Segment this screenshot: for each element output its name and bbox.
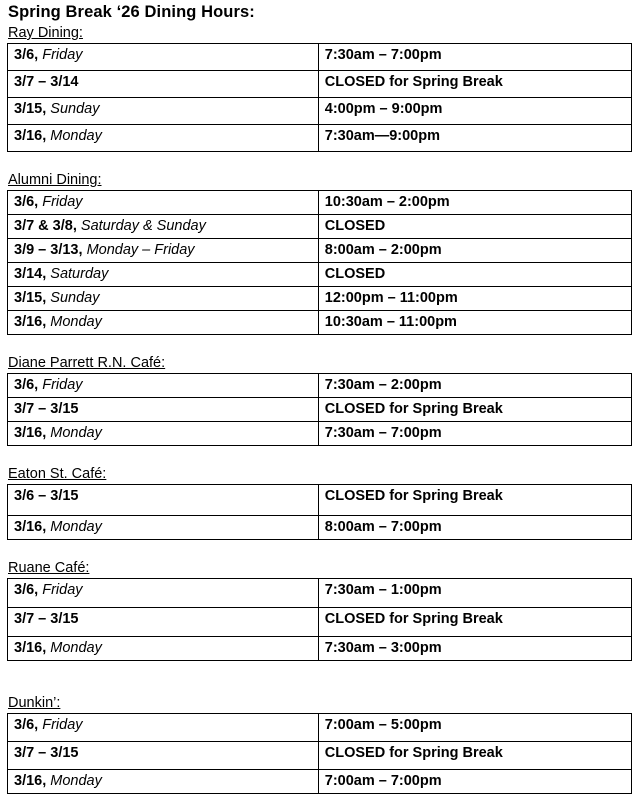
date-cell	[8, 263, 319, 287]
date-range: 3/6,	[14, 194, 39, 210]
table-row	[8, 71, 632, 98]
day-name: Monday	[50, 519, 102, 535]
section-heading: Dunkin’:	[8, 695, 61, 711]
date-cell	[8, 742, 319, 770]
date-range: 3/6,	[14, 377, 39, 393]
dining-section	[7, 560, 632, 661]
date-cell	[8, 239, 319, 263]
date-range: 3/6,	[14, 47, 39, 63]
sections-container	[7, 25, 632, 794]
table-row	[8, 98, 632, 125]
hours-cell: 7:30am – 7:00pm	[318, 422, 631, 446]
day-name: Saturday & Sunday	[80, 218, 206, 234]
document-page	[7, 3, 632, 794]
hours-table	[7, 190, 632, 335]
table-row	[8, 374, 632, 398]
table-row	[8, 579, 632, 608]
date-range: 3/6 – 3/15	[14, 488, 79, 504]
hours-cell: CLOSED for Spring Break	[318, 71, 631, 98]
date-cell	[8, 191, 319, 215]
date-cell	[8, 398, 319, 422]
date-cell	[8, 44, 319, 71]
date-cell	[8, 71, 319, 98]
hours-cell: CLOSED for Spring Break	[318, 398, 631, 422]
date-range: 3/16,	[14, 128, 47, 144]
hours-table	[7, 578, 632, 661]
hours-cell: CLOSED for Spring Break	[318, 742, 631, 770]
hours-cell: CLOSED	[318, 215, 631, 239]
hours-cell: 10:30am – 11:00pm	[318, 311, 631, 335]
date-range: 3/7 – 3/15	[14, 745, 79, 761]
dining-section	[7, 355, 632, 446]
date-cell	[8, 98, 319, 125]
hours-cell: CLOSED for Spring Break	[318, 608, 631, 637]
section-heading: Eaton St. Café:	[8, 466, 107, 482]
date-cell	[8, 422, 319, 446]
day-name: Friday	[42, 47, 83, 63]
date-cell	[8, 311, 319, 335]
date-cell	[8, 579, 319, 608]
day-name: Monday	[50, 314, 102, 330]
date-range: 3/16,	[14, 773, 47, 789]
date-range: 3/7 – 3/15	[14, 401, 79, 417]
date-range: 3/16,	[14, 425, 47, 441]
table-row	[8, 742, 632, 770]
section-heading: Ray Dining:	[8, 25, 83, 41]
hours-cell: 7:30am – 3:00pm	[318, 637, 631, 661]
section-heading: Ruane Café:	[8, 560, 90, 576]
day-name: Monday	[50, 640, 102, 656]
table-row	[8, 191, 632, 215]
hours-table	[7, 43, 632, 152]
date-range: 3/7 – 3/14	[14, 74, 79, 90]
date-range: 3/7 & 3/8,	[14, 218, 77, 234]
dining-section	[7, 695, 632, 794]
hours-cell: 7:30am – 2:00pm	[318, 374, 631, 398]
table-row	[8, 714, 632, 742]
section-heading: Alumni Dining:	[8, 172, 102, 188]
date-range: 3/15,	[14, 101, 47, 117]
hours-cell: CLOSED	[318, 263, 631, 287]
table-row	[8, 263, 632, 287]
day-name: Monday – Friday	[86, 242, 195, 258]
hours-cell: 8:00am – 2:00pm	[318, 239, 631, 263]
date-cell	[8, 485, 319, 516]
date-range: 3/16,	[14, 640, 47, 656]
date-range: 3/15,	[14, 290, 47, 306]
table-row	[8, 44, 632, 71]
day-name: Friday	[42, 377, 83, 393]
day-name: Monday	[50, 128, 102, 144]
table-row	[8, 239, 632, 263]
table-row	[8, 422, 632, 446]
hours-table	[7, 484, 632, 540]
hours-cell: 7:30am – 7:00pm	[318, 44, 631, 71]
table-row	[8, 485, 632, 516]
table-row	[8, 215, 632, 239]
date-range: 3/14,	[14, 266, 47, 282]
hours-cell: 7:00am – 5:00pm	[318, 714, 631, 742]
hours-cell: 10:30am – 2:00pm	[318, 191, 631, 215]
date-cell	[8, 714, 319, 742]
hours-cell: 7:30am – 1:00pm	[318, 579, 631, 608]
hours-cell: 7:30am—9:00pm	[318, 125, 631, 152]
dining-section	[7, 172, 632, 335]
day-name: Saturday	[50, 266, 109, 282]
date-cell	[8, 374, 319, 398]
day-name: Friday	[42, 194, 83, 210]
date-cell	[8, 516, 319, 540]
date-cell	[8, 637, 319, 661]
section-heading: Diane Parrett R.N. Café:	[8, 355, 166, 371]
day-name: Monday	[50, 425, 102, 441]
table-row	[8, 398, 632, 422]
date-cell	[8, 125, 319, 152]
hours-cell: 12:00pm – 11:00pm	[318, 287, 631, 311]
hours-cell: 4:00pm – 9:00pm	[318, 98, 631, 125]
table-row	[8, 125, 632, 152]
page-title: Spring Break ‘26 Dining Hours:	[8, 3, 255, 21]
hours-table	[7, 713, 632, 794]
day-name: Sunday	[50, 290, 100, 306]
table-row	[8, 516, 632, 540]
day-name: Sunday	[50, 101, 100, 117]
table-row	[8, 311, 632, 335]
date-range: 3/9 – 3/13,	[14, 242, 83, 258]
date-cell	[8, 608, 319, 637]
day-name: Friday	[42, 582, 83, 598]
date-range: 3/16,	[14, 314, 47, 330]
hours-cell: 7:00am – 7:00pm	[318, 770, 631, 794]
table-row	[8, 770, 632, 794]
table-row	[8, 637, 632, 661]
date-range: 3/7 – 3/15	[14, 611, 79, 627]
date-cell	[8, 287, 319, 311]
date-range: 3/6,	[14, 717, 39, 733]
date-cell	[8, 215, 319, 239]
table-row	[8, 608, 632, 637]
hours-table	[7, 373, 632, 446]
hours-cell: 8:00am – 7:00pm	[318, 516, 631, 540]
day-name: Friday	[42, 717, 83, 733]
dining-section	[7, 466, 632, 540]
day-name: Monday	[50, 773, 102, 789]
date-range: 3/16,	[14, 519, 47, 535]
date-range: 3/6,	[14, 582, 39, 598]
table-row	[8, 287, 632, 311]
hours-cell: CLOSED for Spring Break	[318, 485, 631, 516]
dining-section	[7, 25, 632, 152]
date-cell	[8, 770, 319, 794]
